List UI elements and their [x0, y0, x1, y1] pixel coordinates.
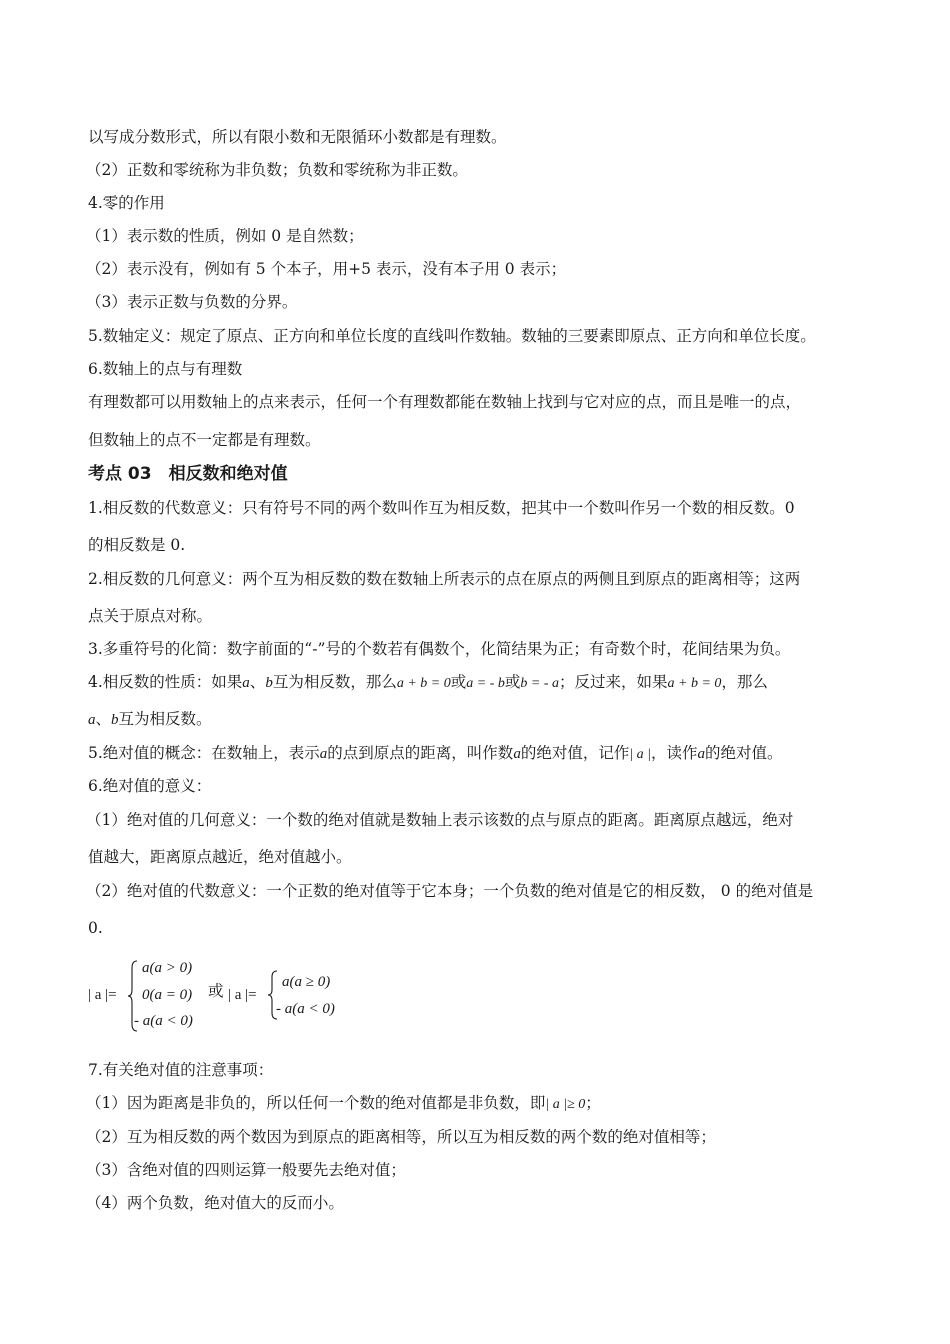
paragraph-line: 3.多重符号的化简：数字前面的“-”号的个数若有偶数个，化简结果为正；有奇数个时，花间结果为负。: [88, 640, 791, 658]
paragraph-line: 以写成分数形式，所以有限小数和无限循环小数都是有理数。: [88, 128, 507, 146]
paragraph-line: （2）绝对值的代数意义：一个正数的绝对值等于它本身；一个负数的绝对值是它的相反数， 0 的绝对值是: [86, 882, 814, 900]
text: 或: [450, 673, 467, 691]
formula-case: - a(a < 0): [276, 1001, 335, 1017]
paragraph-line: 5.数轴定义：规定了原点、正方向和单位长度的直线叫作数轴。数轴的三要素即原点、正方向和单位长度。: [88, 327, 816, 345]
text: 互为相反数，那么: [272, 673, 397, 691]
paragraph-line: （2）互为相反数的两个数因为到原点的距离相等，所以互为相反数的两个数的绝对值相等；: [86, 1128, 716, 1146]
text: 互为相反数。: [118, 710, 212, 728]
paragraph-line: （1）表示数的性质，例如 0 是自然数；: [86, 227, 364, 245]
math-var: a: [319, 746, 328, 762]
text: 、: [95, 710, 112, 728]
paragraph-line: [86, 1092, 601, 1116]
formula-case: 0(a = 0): [142, 987, 193, 1003]
paragraph-line: [88, 742, 783, 766]
formula-lhs: | a |=: [228, 987, 257, 1003]
formula-lhs: | a |=: [88, 987, 117, 1003]
paragraph-line: 有理数都可以用数轴上的点来表示，任何一个有理数都能在数轴上找到与它对应的点，而且是唯一的点，: [88, 393, 802, 411]
math-var: a: [88, 712, 96, 728]
text: 的点到原点的距离，叫作数: [327, 744, 514, 762]
math-expr: a + b = 0: [667, 676, 722, 691]
formula-case: a(a > 0): [142, 960, 193, 976]
math-expr: a = - b: [466, 676, 505, 691]
paragraph-line: 0.: [88, 919, 103, 937]
paragraph-line: [88, 671, 768, 695]
math-var: a: [513, 746, 521, 762]
paragraph-line: [88, 708, 212, 731]
paragraph-line: （3）表示正数与负数的分界。: [86, 293, 298, 311]
paragraph-line: （2）正数和零统称为非负数；负数和零统称为非正数。: [86, 161, 468, 179]
text: （1）因为距离是非负的，所以任何一个数的绝对值都是非负数，即: [86, 1094, 546, 1112]
absolute-value-formula: [88, 958, 388, 1038]
paragraph-line: （2）表示没有，例如有 5 个本子，用+5 表示，没有本子用 0 表示；: [86, 260, 567, 278]
paragraph-line: 4.零的作用: [88, 194, 165, 212]
paragraph-line: 点关于原点对称。: [88, 607, 213, 625]
text: 或: [504, 673, 521, 691]
math-var: b: [111, 712, 119, 728]
formula-case: - a(a < 0): [134, 1013, 193, 1029]
paragraph-line: 1.相反数的代数意义：只有符号不同的两个数叫作互为相反数，把其中一个数叫作另一个数的相反数。0: [88, 499, 795, 517]
math-expr: | a |: [629, 747, 652, 762]
math-expr: a + b = 0: [396, 676, 451, 691]
paragraph-line: 2.相反数的几何意义：两个互为相反数的数在数轴上所表示的点在原点的两侧且到原点的距离相等；这两: [88, 570, 801, 588]
paragraph-line: （3）含绝对值的四则运算一般要先去绝对值；: [86, 1161, 406, 1179]
paragraph-line: （1）绝对值的几何意义：一个数的绝对值就是数轴上表示该数的点与原点的距离。距离原点越远，绝对: [86, 811, 794, 829]
math-var: a: [697, 746, 706, 762]
paragraph-line: 6.数轴上的点与有理数: [88, 360, 243, 378]
formula-or: 或: [208, 982, 224, 1000]
math-var: a: [242, 675, 250, 691]
math-expr: | a |≥ 0: [545, 1097, 586, 1112]
section-heading: 考点 03 相反数和绝对值: [88, 464, 288, 484]
text: ；: [585, 1094, 601, 1112]
paragraph-line: 但数轴上的点不一定都是有理数。: [88, 431, 321, 449]
text: 5.绝对值的概念：在数轴上，表示: [88, 744, 320, 762]
text: 的绝对值。: [705, 744, 783, 762]
math-expr: b = - a: [520, 676, 559, 691]
text: ；反过来，如果: [558, 673, 668, 691]
text: ，读作: [651, 744, 698, 762]
text: 的绝对值，记作: [520, 744, 630, 762]
paragraph-line: （4）两个负数，绝对值大的反而小。: [86, 1194, 344, 1212]
paragraph-line: 的相反数是 0.: [88, 536, 186, 554]
text: ，那么: [721, 673, 768, 691]
paragraph-line: 值越大，距离原点越近，绝对值越小。: [88, 848, 352, 866]
paragraph-line: 6.绝对值的意义：: [88, 777, 212, 795]
text: 4.相反数的性质：如果: [88, 673, 243, 691]
formula-case: a(a ≥ 0): [282, 974, 331, 990]
paragraph-line: 7.有关绝对值的注意事项：: [88, 1061, 274, 1079]
text: 、: [249, 673, 266, 691]
math-var: b: [265, 675, 273, 691]
